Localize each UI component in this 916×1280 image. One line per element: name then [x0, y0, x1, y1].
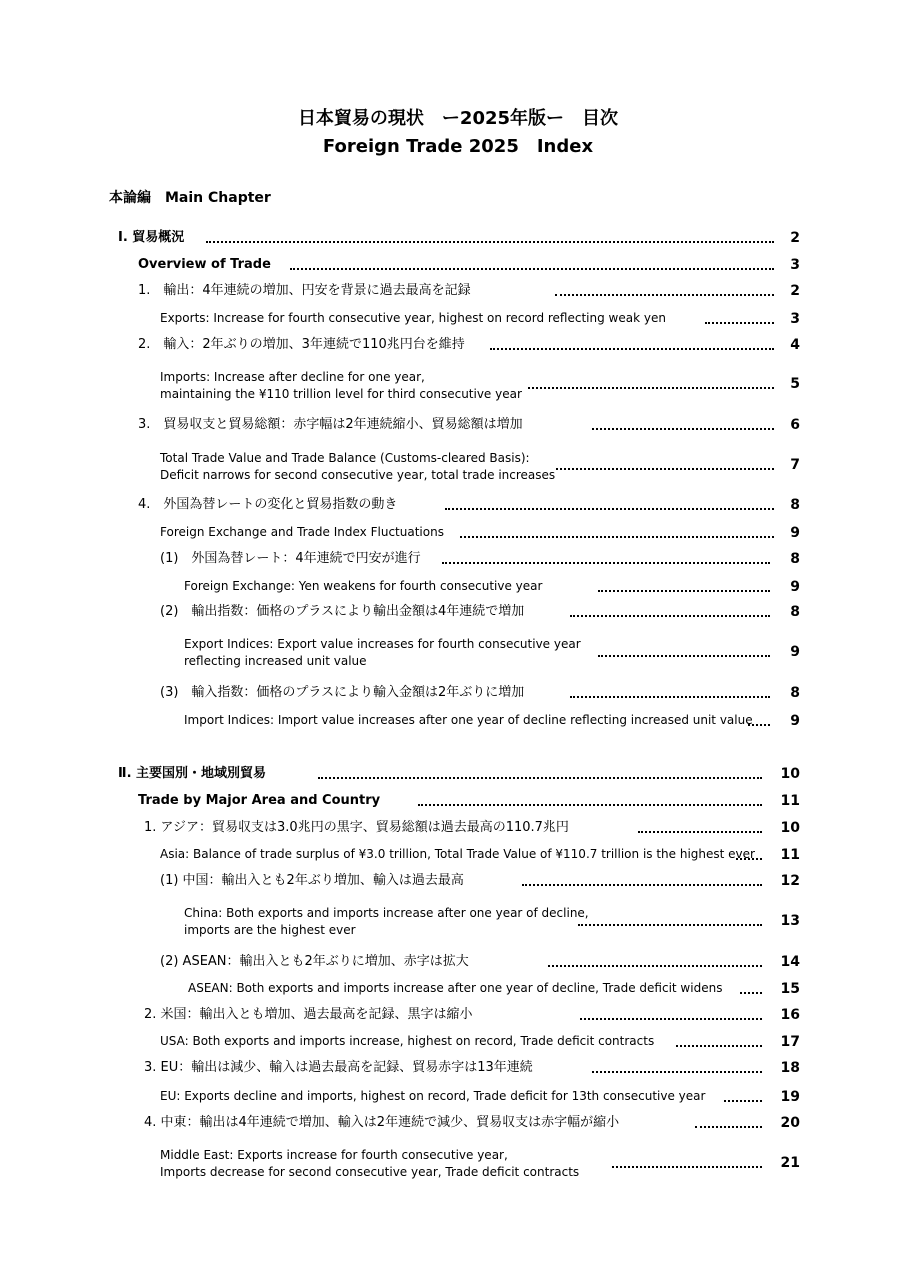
toc-entry-label: Middle East: Exports increase for fourth consecutive year, Imports decrease for second consecutive year, Trade deficit contracts	[160, 1148, 580, 1179]
dot-leader	[598, 590, 770, 592]
dot-leader	[290, 268, 774, 270]
dot-leader	[460, 536, 774, 538]
toc-entry-label: Foreign Exchange: Yen weakens for fourth consecutive year	[184, 579, 543, 593]
dot-leader	[676, 1045, 762, 1047]
toc-page-number: 16	[780, 1007, 800, 1023]
dot-leader	[548, 965, 762, 967]
toc-page-number: 5	[790, 376, 800, 392]
dot-leader	[695, 1126, 762, 1128]
toc-page-number: 2	[790, 230, 800, 246]
toc-entry-label: Asia: Balance of trade surplus of ¥3.0 trillion, Total Trade Value of ¥110.7 trillion is the highest ever	[160, 847, 755, 861]
toc-entry-label: Ⅱ. 主要国別・地域別貿易	[118, 766, 267, 781]
dot-leader	[445, 508, 774, 510]
toc-page-number: 6	[790, 417, 800, 433]
toc-entry-label: (2) ASEAN：輸出入とも2年ぶりに増加、赤字は拡大	[160, 954, 469, 969]
toc-page-number: 9	[790, 525, 800, 541]
dot-leader	[442, 562, 770, 564]
toc-page-number: 11	[780, 847, 800, 863]
dot-leader	[638, 831, 762, 833]
toc-entry-label: (1) 外国為替レート：4年連続で円安が進行	[160, 551, 421, 566]
toc-page-number: 3	[790, 257, 800, 273]
dot-leader	[592, 1071, 762, 1073]
toc-entry-label: USA: Both exports and imports increase, highest on record, Trade deficit contracts	[160, 1034, 655, 1048]
toc-page-number: 13	[780, 913, 800, 929]
toc-entry-label: (1) 中国：輸出入とも2年ぶり増加、輸入は過去最高	[160, 873, 464, 888]
dot-leader	[736, 858, 762, 860]
dot-leader	[318, 777, 762, 779]
dot-leader	[748, 724, 770, 726]
toc-entry-label: 3. 貿易収支と貿易総額：赤字幅は2年連続縮小、貿易総額は増加	[138, 417, 523, 432]
toc-entry-label: (2) 輸出指数：価格のプラスにより輸出金額は4年連続で増加	[160, 604, 525, 619]
toc-entry-label: China: Both exports and imports increase after one year of decline, imports are the highest ever	[184, 906, 589, 937]
toc-page-number: 7	[790, 457, 800, 473]
dot-leader	[592, 428, 774, 430]
toc-page-number: 11	[780, 793, 800, 809]
toc-entry-label: Ⅰ. 貿易概況	[118, 230, 185, 245]
dot-leader	[724, 1100, 762, 1102]
dot-leader	[490, 348, 774, 350]
toc-page-number: 10	[780, 820, 800, 836]
dot-leader	[570, 696, 770, 698]
title-english: Foreign Trade 2025 Index	[322, 136, 594, 157]
toc-page-number: 21	[780, 1155, 800, 1171]
toc-entry-label: Import Indices: Import value increases after one year of decline reflecting increased unit value	[184, 713, 753, 727]
dot-leader	[740, 992, 762, 994]
toc-entry-label: (3) 輸入指数：価格のプラスにより輸入金額は2年ぶりに増加	[160, 685, 525, 700]
toc-entry-label: 4. 外国為替レートの変化と貿易指数の動き	[138, 497, 398, 512]
toc-page-number: 8	[790, 604, 800, 620]
toc-entry-label: Exports: Increase for fourth consecutive year, highest on record reflecting weak yen	[160, 311, 666, 325]
dot-leader	[418, 804, 762, 806]
toc-entry-label: EU: Exports decline and imports, highest on record, Trade deficit for 13th consecutive year	[160, 1089, 706, 1103]
toc-entry-label: 4. 中東：輸出は4年連続で増加、輸入は2年連続で減少、貿易収支は赤字幅が縮小	[144, 1115, 620, 1130]
toc-page-number: 20	[780, 1115, 800, 1131]
toc-page-number: 3	[790, 311, 800, 327]
toc-entry-label: Total Trade Value and Trade Balance (Customs-cleared Basis): Deficit narrows for second consecutive year, total trade increases	[160, 451, 556, 482]
toc-page-number: 14	[780, 954, 800, 970]
toc-entry-label: 1. 輸出：4年連続の増加、円安を背景に過去最高を記録	[138, 283, 471, 298]
toc-entry-label: 3. EU：輸出は減少、輸入は過去最高を記録、貿易赤字は13年連続	[144, 1060, 533, 1075]
dot-leader	[598, 655, 770, 657]
dot-leader	[206, 241, 774, 243]
toc-entry-label: Foreign Exchange and Trade Index Fluctuations	[160, 525, 444, 539]
dot-leader	[612, 1166, 762, 1168]
toc-page-number: 10	[780, 766, 800, 782]
dot-leader	[555, 294, 774, 296]
toc-entry-label: ASEAN: Both exports and imports increase after one year of decline, Trade deficit widens	[188, 981, 723, 995]
toc-page-number: 18	[780, 1060, 800, 1076]
toc-page-number: 12	[780, 873, 800, 889]
toc-entry-label: Export Indices: Export value increases for fourth consecutive year reflecting increased unit value	[184, 637, 581, 668]
main-chapter-heading: 本論編 Main Chapter	[109, 190, 271, 206]
toc-page-number: 8	[790, 551, 800, 567]
dot-leader	[580, 1018, 762, 1020]
toc-entry-label: 2. 輸入：2年ぶりの増加、3年連続で110兆円台を維持	[138, 337, 465, 352]
toc-page-number: 9	[790, 713, 800, 729]
toc-page-number: 15	[780, 981, 800, 997]
title-japanese: 日本貿易の現状 ー2025年版ー 目次	[297, 108, 619, 129]
dot-leader	[578, 924, 762, 926]
toc-entry-label: 2. 米国：輸出入とも増加、過去最高を記録、黒字は縮小	[144, 1007, 473, 1022]
toc-entry-label: Trade by Major Area and Country	[138, 793, 381, 808]
toc-page-number: 8	[790, 685, 800, 701]
toc-page-number: 8	[790, 497, 800, 513]
toc-entry-label: Overview of Trade	[138, 257, 271, 272]
toc-entry-label: Imports: Increase after decline for one year, maintaining the ¥110 trillion level for third consecutive year	[160, 370, 522, 401]
toc-page-number: 19	[780, 1089, 800, 1105]
toc-page-number: 2	[790, 283, 800, 299]
dot-leader	[528, 387, 774, 389]
dot-leader	[570, 615, 770, 617]
toc-page-number: 4	[790, 337, 800, 353]
dot-leader	[705, 322, 774, 324]
toc-entry-label: 1. アジア：貿易収支は3.0兆円の黒字、貿易総額は過去最高の110.7兆円	[144, 820, 569, 835]
toc-page-number: 9	[790, 644, 800, 660]
toc-page-number: 9	[790, 579, 800, 595]
toc-page-number: 17	[780, 1034, 800, 1050]
dot-leader	[556, 468, 774, 470]
dot-leader	[522, 884, 762, 886]
